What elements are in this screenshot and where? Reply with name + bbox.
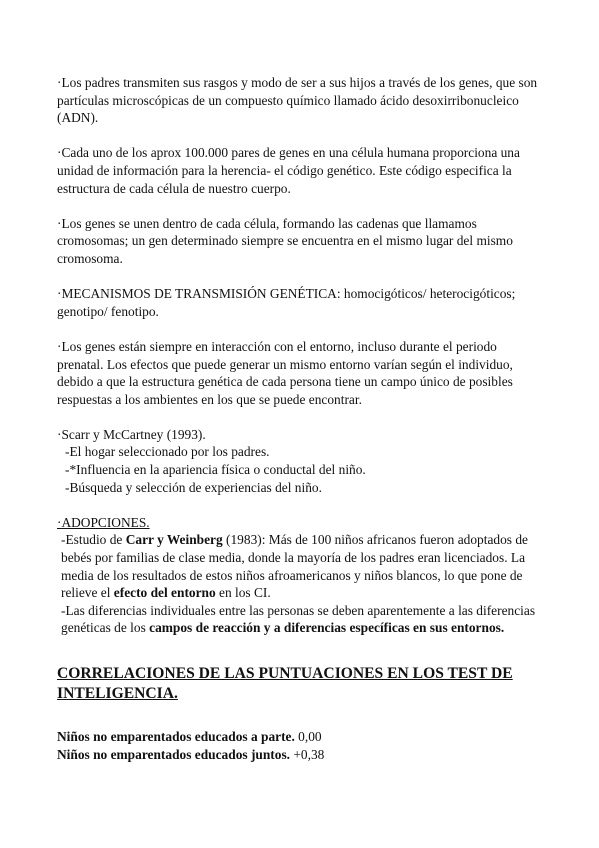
correlation-row (57, 728, 545, 746)
correlation-label: Niños no emparentados educados juntos. (57, 746, 291, 762)
bold-run-entorno: efecto del entorno (113, 585, 216, 601)
paragraph-cromosomas: ·Los genes se unen dentro de cada célula, formando las cadenas que llamamos cromosomas; un gen determinado siempre se encuentra en el mismo lugar del mismo cromosoma. (57, 215, 513, 266)
spacer (57, 496, 545, 514)
spacer (57, 320, 545, 338)
spacer (57, 197, 545, 215)
paragraph-adn: ·Los padres transmiten sus rasgos y modo de ser a sus hijos a través de los genes, que son partículas microscópicas de un compuesto químico llamado ácido desoxirribonucleico (ADN). (57, 75, 538, 126)
text-run: -Estudio de (61, 532, 126, 548)
correlation-value: 0,00 (294, 729, 322, 744)
text-run: en los CI. (215, 585, 271, 601)
document-page (57, 74, 545, 763)
paragraph-mecanismos: ·MECANISMOS DE TRANSMISIÓN GENÉTICA: homocigóticos/ heterocigóticos; genotipo/ fenotipo. (57, 286, 516, 319)
scarr-title: ·Scarr y McCartney (1993). (57, 426, 206, 442)
text-run: (1983): Más de 100 niños africanos fueron adoptados de bebés por familias de clase media, donde la mayoría de los padres eran licenciados. La media de los resultados de estos niños afroamericanos y niños blancos, lo que pone de relieve el (61, 532, 528, 601)
section-heading-correlaciones: CORRELACIONES DE LAS PUNTUACIONES EN LOS TEST DE INTELIGENCIA. (57, 665, 513, 702)
bold-run-authors: Carr y Weinberg (125, 532, 223, 548)
correlation-value: +0,38 (290, 746, 325, 762)
scarr-item-influencia: -*Influencia en la apariencia física o conductal del niño. (65, 462, 366, 478)
correlation-row (57, 746, 545, 764)
paragraph-entorno: ·Los genes están siempre en interacción con el entorno, incluso durante el periodo prenatal. Los efectos que puede generar un mismo entorno varían según el individuo, debido a que la estructura genética de cada persona tiene un campo único de posibles respuestas a los ambientes en los que se puede encontrar. (57, 338, 513, 407)
adopciones-estudio (57, 531, 545, 601)
paragraph-genes-count: ·Cada uno de los aprox 100.000 pares de genes en una célula humana proporciona una unidad de información para la herencia- el código genético. Este código especifica la estructura de cada célula de nuestro cuerpo. (57, 145, 520, 196)
scarr-item-busqueda: -Búsqueda y selección de experiencias del niño. (65, 479, 322, 495)
spacer (57, 268, 545, 286)
scarr-item-hogar: -El hogar seleccionado por los padres. (65, 444, 270, 460)
spacer (57, 704, 545, 728)
bold-run-campos: campos de reacción y a diferencias específicas en sus entornos. (149, 620, 505, 636)
spacer (57, 127, 545, 145)
adopciones-diferencias (57, 602, 545, 637)
correlation-label: Niños no emparentados educados a parte. (57, 729, 295, 744)
text-run: -Las diferencias individuales entre las personas se deben aparentemente a las diferencias genéticas de los (61, 602, 536, 636)
spacer (57, 408, 545, 426)
adopciones-title: ·ADOPCIONES. (57, 514, 150, 530)
